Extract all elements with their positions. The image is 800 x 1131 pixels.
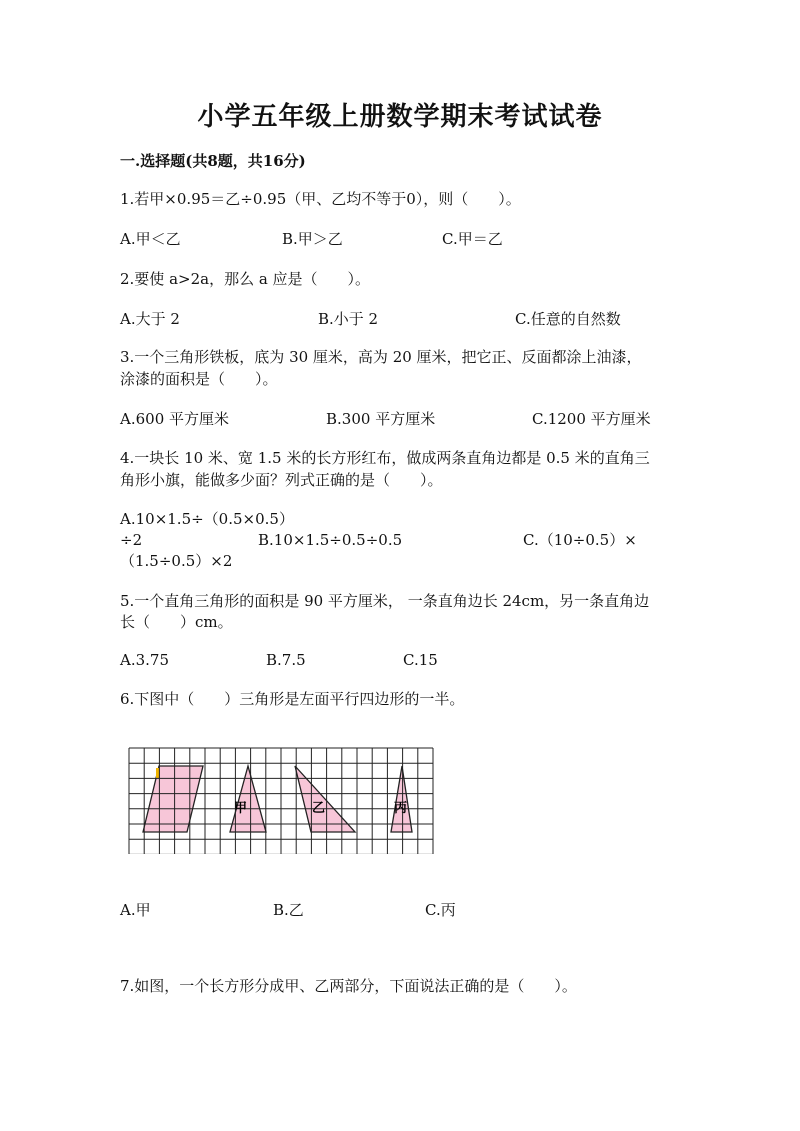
question-4-option-a[interactable]: A.10×1.5÷（0.5×0.5） [120,510,294,528]
question-6-option-a[interactable]: A.甲 [120,901,151,919]
grid-figure [126,746,436,858]
question-4-option-b[interactable]: B.10×1.5÷0.5÷0.5 [258,531,403,549]
question-2-option-a[interactable]: A.大于 2 [120,310,180,328]
question-5-option-c[interactable]: C.15 [403,651,438,669]
triangle-grid-diagram [126,746,436,854]
question-6-stem: 6.下图中（ ）三角形是左面平行四边形的一半。 [120,690,465,708]
question-1-option-a[interactable]: A.甲＜乙 [120,230,181,248]
figure-label-yi: 乙 [312,801,326,816]
question-3-option-b[interactable]: B.300 平方厘米 [326,410,436,428]
parallelogram-shape [143,766,203,832]
parallelogram-marker [156,768,159,778]
figure-label-jia: 甲 [234,801,248,816]
question-5-option-a[interactable]: A.3.75 [120,651,169,669]
triangle-bing-shape [391,766,412,832]
section-heading: 一.选择题(共8题，共16分) [120,152,306,170]
question-7-stem: 7.如图，一个长方形分成甲、乙两部分，下面说法正确的是（ ）。 [120,977,577,995]
question-4-stem-line-1: 4.一块长 10 米、宽 1.5 米的长方形红布，做成两条直角边都是 0.5 米的直角三 [120,449,650,467]
question-4-option-c-continued: （1.5÷0.5）×2 [120,552,233,570]
question-4-option-c[interactable]: C.（10÷0.5）× [523,531,637,549]
question-3-option-a[interactable]: A.600 平方厘米 [120,410,229,428]
figure-label-bing: 丙 [394,801,408,816]
question-6-option-b[interactable]: B.乙 [273,901,304,919]
question-5-stem-line-1: 5.一个直角三角形的面积是 90 平方厘米， 一条直角边长 24cm，另一条直角边 [120,592,650,610]
question-4-option-a-continued: ÷2 [120,531,143,549]
triangle-yi-shape [295,766,355,832]
question-3-stem-line-2: 涂漆的面积是（ ）。 [120,370,278,388]
question-1-option-b[interactable]: B.甲＞乙 [282,230,343,248]
question-4-stem-line-2: 角形小旗，能做多少面？列式正确的是（ ）。 [120,471,443,489]
question-2-option-c[interactable]: C.任意的自然数 [515,310,621,328]
question-5-stem-line-2: 长（ ）cm。 [120,613,233,631]
question-2-option-b[interactable]: B.小于 2 [318,310,379,328]
question-6-option-c[interactable]: C.丙 [425,901,456,919]
question-1-option-c[interactable]: C.甲＝乙 [442,230,503,248]
question-1-stem: 1.若甲×0.95＝乙÷0.95（甲、乙均不等于0），则（ ）。 [120,190,521,208]
grid-lines [129,748,433,854]
question-3-stem-line-1: 3.一个三角形铁板，底为 30 厘米，高为 20 厘米，把它正、反面都涂上油漆， [120,348,642,366]
question-3-option-c[interactable]: C.1200 平方厘米 [532,410,651,428]
question-2-stem: 2.要使 a>2a，那么 a 应是（ ）。 [120,270,371,288]
page-title: 小学五年级上册数学期末考试试卷 [197,102,603,132]
question-5-option-b[interactable]: B.7.5 [266,651,306,669]
